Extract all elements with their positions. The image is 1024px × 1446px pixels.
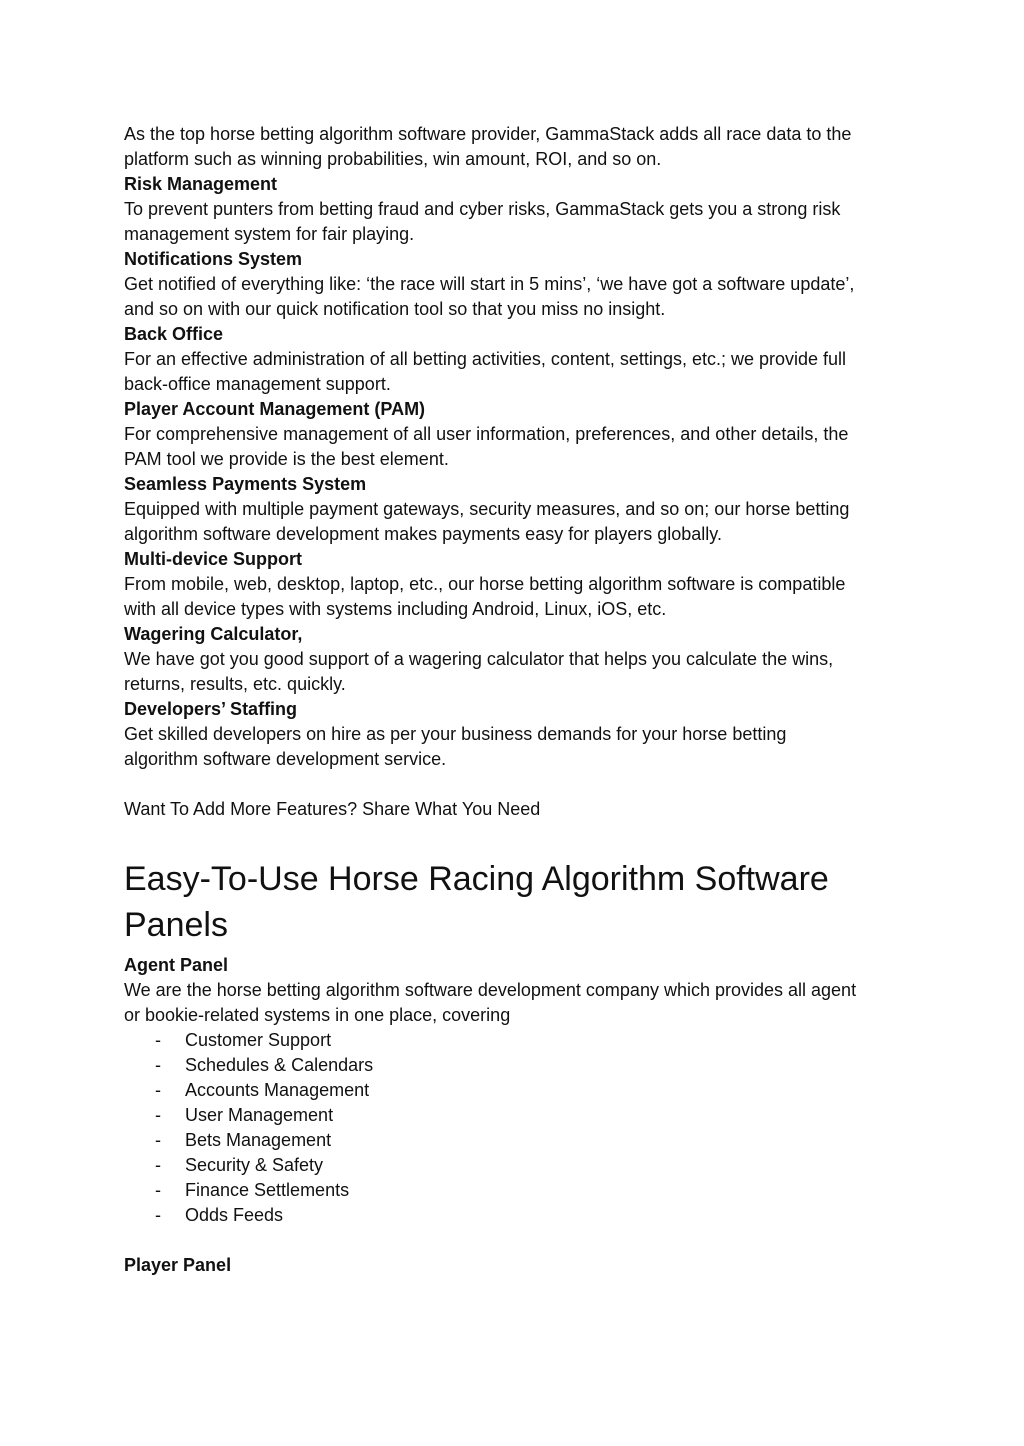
feature-text: with all device types with systems including Android, Linux, iOS, etc. — [124, 599, 667, 619]
feature-title-wagering-calculator: Wagering Calculator, — [124, 624, 303, 644]
agent-panel-text: or bookie-related systems in one place, covering — [124, 1005, 511, 1025]
player-panel-title: Player Panel — [124, 1255, 232, 1275]
list-item-label: User Management — [185, 1105, 334, 1125]
section-heading — [124, 847, 904, 953]
feature-title-risk-management: Risk Management — [124, 174, 278, 194]
feature-text: PAM tool we provide is the best element. — [124, 449, 449, 469]
agent-panel-list — [124, 1028, 904, 1228]
list-item — [124, 1178, 904, 1203]
blank-line — [124, 822, 904, 847]
intro-line: platform such as winning probabilities, win amount, ROI, and so on. — [124, 149, 662, 169]
list-item — [124, 1078, 904, 1103]
list-item — [124, 1103, 904, 1128]
feature-title-notifications-system: Notifications System — [124, 249, 303, 269]
feature-text: algorithm software development makes payments easy for players globally. — [124, 524, 722, 544]
feature-title-back-office: Back Office — [124, 324, 224, 344]
list-item — [124, 1153, 904, 1178]
list-item-label: Odds Feeds — [185, 1205, 284, 1225]
bullet-dash: - — [155, 1180, 161, 1200]
feature-text: From mobile, web, desktop, laptop, etc., our horse betting algorithm software is compatible — [124, 574, 846, 594]
agent-panel-text: We are the horse betting algorithm software development company which provides all agent — [124, 980, 857, 1000]
feature-title-developers-staffing: Developers’ Staffing — [124, 699, 298, 719]
bullet-dash: - — [155, 1055, 161, 1075]
feature-text: For comprehensive management of all user information, preferences, and other details, the — [124, 424, 849, 444]
bullet-dash: - — [155, 1205, 161, 1225]
list-item — [124, 1053, 904, 1078]
feature-text: To prevent punters from betting fraud and cyber risks, GammaStack gets you a strong risk — [124, 199, 841, 219]
feature-title-multi-device-support: Multi-device Support — [124, 549, 303, 569]
list-item-label: Customer Support — [185, 1030, 332, 1050]
list-item-label: Finance Settlements — [185, 1180, 350, 1200]
bullet-dash: - — [155, 1155, 161, 1175]
agent-panel-title: Agent Panel — [124, 955, 229, 975]
feature-text: management system for fair playing. — [124, 224, 415, 244]
feature-text: Get notified of everything like: ‘the race will start in 5 mins’, ‘we have got a software update’, — [124, 274, 855, 294]
list-item — [124, 1028, 904, 1053]
feature-text: algorithm software development service. — [124, 749, 447, 769]
list-item-label: Bets Management — [185, 1130, 332, 1150]
feature-text: We have got you good support of a wagering calculator that helps you calculate the wins, — [124, 649, 834, 669]
cta-text: Want To Add More Features? Share What You Need — [124, 799, 541, 819]
feature-title-seamless-payments-system: Seamless Payments System — [124, 474, 367, 494]
feature-text: Get skilled developers on hire as per your business demands for your horse betting — [124, 724, 787, 744]
feature-title-player-account-management: Player Account Management (PAM) — [124, 399, 426, 419]
list-item-label: Schedules & Calendars — [185, 1055, 374, 1075]
section-heading-line: Panels — [124, 905, 228, 944]
blank-line — [124, 1228, 904, 1253]
list-item-label: Security & Safety — [185, 1155, 324, 1175]
blank-line — [124, 772, 904, 797]
bullet-dash: - — [155, 1080, 161, 1100]
feature-text: Equipped with multiple payment gateways, security measures, and so on; our horse betting — [124, 499, 850, 519]
bullet-dash: - — [155, 1130, 161, 1150]
list-item-label: Accounts Management — [185, 1080, 370, 1100]
bullet-dash: - — [155, 1030, 161, 1050]
intro-line: As the top horse betting algorithm software provider, GammaStack adds all race data to the — [124, 124, 852, 144]
feature-text: For an effective administration of all betting activities, content, settings, etc.; we provide full — [124, 349, 847, 369]
list-item — [124, 1128, 904, 1153]
list-item — [124, 1203, 904, 1228]
section-heading-line: Easy-To-Use Horse Racing Algorithm Software — [124, 860, 829, 898]
feature-text: and so on with our quick notification tool so that you miss no insight. — [124, 299, 666, 319]
bullet-dash: - — [155, 1105, 161, 1125]
feature-text: returns, results, etc. quickly. — [124, 674, 346, 694]
document-page — [124, 122, 904, 1278]
feature-text: back-office management support. — [124, 374, 391, 394]
